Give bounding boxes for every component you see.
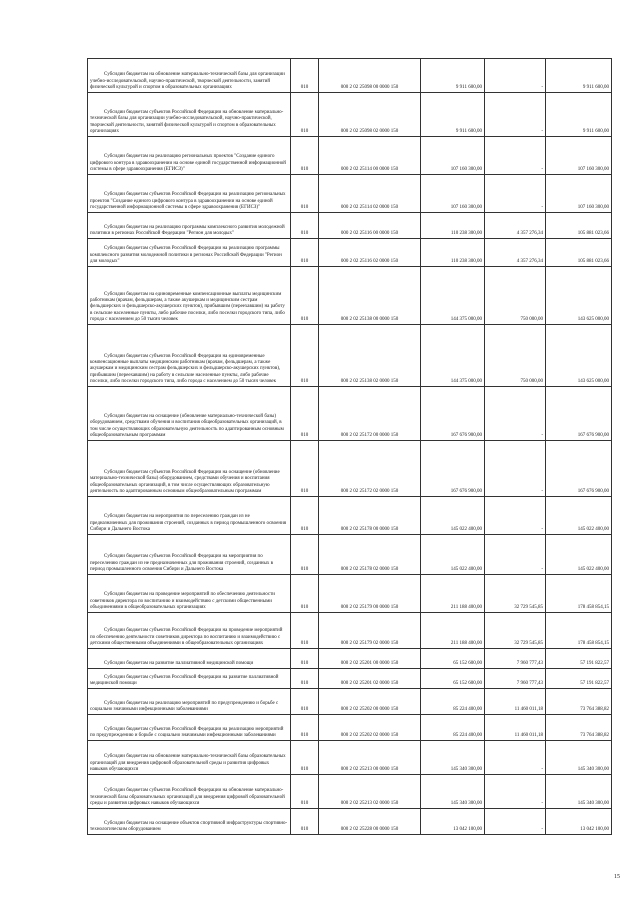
executed-amount-cell bbox=[485, 175, 546, 213]
approved-amount-text: 110 238 300,00 bbox=[450, 258, 482, 264]
indicator-name-cell bbox=[88, 689, 291, 715]
table-row bbox=[88, 175, 612, 213]
line-code-cell bbox=[291, 669, 319, 689]
budget-classification-code-cell bbox=[319, 93, 421, 137]
table-row bbox=[88, 649, 612, 669]
line-code-text: 010 bbox=[300, 732, 309, 738]
executed-amount-text: 7 960 777,43 bbox=[516, 660, 543, 666]
unexecuted-amount-text: 178 458 854,15 bbox=[577, 640, 609, 646]
approved-amount-cell bbox=[421, 715, 485, 741]
table-row bbox=[88, 535, 612, 575]
indicator-name-text: Субсидии бюджетам субъектов Российской Федерации на обновление материально-технической базы образовательных организаций для внедрения цифровой образовательной среды и развития цифровых навыков обучающихся bbox=[90, 788, 285, 806]
indicator-name-cell bbox=[88, 325, 291, 387]
executed-amount-cell bbox=[485, 93, 546, 137]
unexecuted-amount-cell bbox=[546, 239, 612, 267]
indicator-name-cell bbox=[88, 239, 291, 267]
executed-amount-text: - bbox=[541, 826, 543, 832]
budget-classification-code-cell bbox=[319, 175, 421, 213]
budget-classification-code-cell bbox=[319, 137, 421, 175]
unexecuted-amount-cell bbox=[546, 613, 612, 649]
approved-amount-text: 85 224 400,00 bbox=[453, 706, 482, 712]
approved-amount-cell bbox=[421, 669, 485, 689]
budget-classification-code-text: 000 2 02 25114 02 0000 150 bbox=[340, 204, 399, 210]
executed-amount-text: 750 000,00 bbox=[520, 316, 543, 322]
line-code-cell bbox=[291, 497, 319, 535]
unexecuted-amount-text: 145 022 400,00 bbox=[577, 566, 609, 572]
table-row bbox=[88, 137, 612, 175]
approved-amount-text: 107 160 300,00 bbox=[450, 204, 482, 210]
budget-classification-code-text: 000 2 02 25116 02 0000 150 bbox=[340, 258, 399, 264]
executed-amount-cell bbox=[485, 613, 546, 649]
budget-classification-code-cell bbox=[319, 809, 421, 835]
budget-classification-code-text: 000 2 02 25228 00 0000 150 bbox=[340, 826, 399, 832]
budget-classification-code-text: 000 2 02 25202 00 0000 150 bbox=[340, 706, 399, 712]
line-code-cell bbox=[291, 59, 319, 93]
budget-classification-code-text: 000 2 02 25213 00 0000 150 bbox=[340, 766, 399, 772]
line-code-cell bbox=[291, 613, 319, 649]
budget-classification-code-cell bbox=[319, 741, 421, 775]
approved-amount-text: 145 340 300,00 bbox=[450, 766, 482, 772]
executed-amount-text: 32 729 545,85 bbox=[514, 604, 543, 610]
executed-amount-text: - bbox=[541, 84, 543, 90]
table-row bbox=[88, 613, 612, 649]
budget-classification-code-text: 000 2 02 25138 00 0000 150 bbox=[340, 316, 399, 322]
line-code-text: 010 bbox=[300, 230, 309, 236]
approved-amount-cell bbox=[421, 741, 485, 775]
executed-amount-text: - bbox=[541, 488, 543, 494]
approved-amount-text: 110 238 300,00 bbox=[450, 230, 482, 236]
indicator-name-cell bbox=[88, 441, 291, 497]
approved-amount-text: 144 375 000,00 bbox=[450, 316, 482, 322]
budget-classification-code-text: 000 2 02 25138 02 0000 150 bbox=[340, 378, 399, 384]
unexecuted-amount-text: 167 676 900,00 bbox=[577, 432, 609, 438]
budget-classification-code-cell bbox=[319, 715, 421, 741]
executed-amount-cell bbox=[485, 809, 546, 835]
executed-amount-text: - bbox=[541, 166, 543, 172]
approved-amount-text: 85 224 400,00 bbox=[453, 732, 482, 738]
approved-amount-text: 65 152 600,00 bbox=[453, 680, 482, 686]
approved-amount-cell bbox=[421, 267, 485, 325]
line-code-text: 010 bbox=[300, 766, 309, 772]
line-code-text: 010 bbox=[300, 128, 309, 134]
line-code-text: 010 bbox=[300, 706, 309, 712]
unexecuted-amount-cell bbox=[546, 387, 612, 441]
line-code-text: 010 bbox=[300, 84, 309, 90]
indicator-name-cell bbox=[88, 387, 291, 441]
executed-amount-cell bbox=[485, 325, 546, 387]
executed-amount-text: 11 460 011,18 bbox=[514, 732, 543, 738]
unexecuted-amount-text: 178 458 854,15 bbox=[577, 604, 609, 610]
budget-classification-code-cell bbox=[319, 497, 421, 535]
line-code-text: 010 bbox=[300, 566, 309, 572]
executed-amount-cell bbox=[485, 649, 546, 669]
executed-amount-text: - bbox=[541, 766, 543, 772]
approved-amount-cell bbox=[421, 613, 485, 649]
executed-amount-cell bbox=[485, 535, 546, 575]
line-code-cell bbox=[291, 213, 319, 239]
budget-classification-code-cell bbox=[319, 213, 421, 239]
indicator-name-text: Субсидии бюджетам на проведение мероприятий по обеспечению деятельности советников директора по воспитанию и взаимодействию с детскими общественными объединениями в общеобразовательных организациях bbox=[90, 592, 275, 610]
approved-amount-text: 65 152 600,00 bbox=[453, 660, 482, 666]
line-code-cell bbox=[291, 775, 319, 809]
approved-amount-text: 107 160 300,00 bbox=[450, 166, 482, 172]
executed-amount-cell bbox=[485, 441, 546, 497]
budget-classification-code-text: 000 2 02 25098 02 0000 150 bbox=[340, 128, 399, 134]
line-code-cell bbox=[291, 689, 319, 715]
line-code-text: 010 bbox=[300, 604, 309, 610]
unexecuted-amount-cell bbox=[546, 441, 612, 497]
approved-amount-cell bbox=[421, 137, 485, 175]
indicator-name-cell bbox=[88, 213, 291, 239]
unexecuted-amount-text: 145 340 300,00 bbox=[577, 766, 609, 772]
table-row bbox=[88, 213, 612, 239]
line-code-cell bbox=[291, 175, 319, 213]
executed-amount-cell bbox=[485, 715, 546, 741]
budget-classification-code-text: 000 2 02 25116 00 0000 150 bbox=[340, 230, 399, 236]
unexecuted-amount-text: 73 764 388,82 bbox=[580, 732, 609, 738]
executed-amount-cell bbox=[485, 137, 546, 175]
line-code-cell bbox=[291, 267, 319, 325]
budget-execution-table bbox=[87, 58, 612, 835]
unexecuted-amount-text: 9 911 600,00 bbox=[582, 84, 609, 90]
approved-amount-text: 211 188 400,00 bbox=[450, 604, 482, 610]
line-code-cell bbox=[291, 715, 319, 741]
unexecuted-amount-cell bbox=[546, 575, 612, 613]
executed-amount-text: - bbox=[541, 204, 543, 210]
unexecuted-amount-text: 105 881 023,66 bbox=[577, 258, 609, 264]
indicator-name-text: Субсидии бюджетам на оснащение (обновление материально-технической базы) оборудованием, средствами обучения и воспитания общеобразовательных организаций, в том числе осуществляющих образовательную деятельность по адаптированным основным общеобразовательным программам bbox=[90, 414, 284, 438]
executed-amount-cell bbox=[485, 741, 546, 775]
executed-amount-text: - bbox=[541, 432, 543, 438]
budget-classification-code-cell bbox=[319, 669, 421, 689]
indicator-name-text: Субсидии бюджетам субъектов Российской Федерации на реализацию мероприятий по предупреждению и борьбе с социально значимыми инфекционными заболеваниями bbox=[90, 726, 284, 738]
executed-amount-cell bbox=[485, 213, 546, 239]
approved-amount-cell bbox=[421, 497, 485, 535]
executed-amount-text: - bbox=[541, 128, 543, 134]
unexecuted-amount-text: 143 625 000,00 bbox=[577, 316, 609, 322]
line-code-text: 010 bbox=[300, 204, 309, 210]
indicator-name-cell bbox=[88, 175, 291, 213]
executed-amount-text: 750 000,00 bbox=[520, 378, 543, 384]
unexecuted-amount-cell bbox=[546, 649, 612, 669]
unexecuted-amount-cell bbox=[546, 325, 612, 387]
indicator-name-text: Субсидии бюджетам субъектов Российской Федерации на реализацию региональных проектов "Создание единого цифрового контура в здравоохранении на основе единой государственной информационной системы в сфере здравоохранения (ЕГИСЗ)" bbox=[90, 192, 286, 210]
approved-amount-cell bbox=[421, 689, 485, 715]
table-row bbox=[88, 267, 612, 325]
unexecuted-amount-cell bbox=[546, 669, 612, 689]
indicator-name-cell bbox=[88, 613, 291, 649]
indicator-name-cell bbox=[88, 267, 291, 325]
executed-amount-cell bbox=[485, 59, 546, 93]
approved-amount-text: 145 022 400,00 bbox=[450, 526, 482, 532]
table-body bbox=[88, 59, 612, 835]
indicator-name-text: Субсидии бюджетам на реализацию мероприятий по предупреждению и борьбе с социально значимыми инфекционными заболеваниями bbox=[90, 700, 279, 712]
executed-amount-text: - bbox=[541, 566, 543, 572]
indicator-name-cell bbox=[88, 809, 291, 835]
indicator-name-text: Субсидии бюджетам на реализацию программы комплексного развития молодежной политики в регионах Российской Федерации "Регион для молодых" bbox=[90, 224, 285, 236]
table-row bbox=[88, 715, 612, 741]
budget-classification-code-text: 000 2 02 25201 02 0000 150 bbox=[340, 680, 399, 686]
indicator-name-text: Субсидии бюджетам на реализацию региональных проектов "Создание единого цифрового контура в здравоохранении на основе единой государственной информационной системы в сфере здравоохранения (ЕГИСЗ)" bbox=[90, 154, 286, 172]
executed-amount-text: 4 357 276,34 bbox=[516, 230, 543, 236]
unexecuted-amount-cell bbox=[546, 535, 612, 575]
unexecuted-amount-cell bbox=[546, 809, 612, 835]
line-code-cell bbox=[291, 325, 319, 387]
budget-classification-code-cell bbox=[319, 613, 421, 649]
approved-amount-cell bbox=[421, 387, 485, 441]
executed-amount-cell bbox=[485, 267, 546, 325]
executed-amount-text: - bbox=[541, 800, 543, 806]
indicator-name-text: Субсидии бюджетам субъектов Российской Федерации на оснащение (обновление материально-технической базы) оборудованием, средствами обучения и воспитания общеобразовательных организаций, в том числе осуществляющих образовательную деятельность по адаптированным основным общеобразовательным программам bbox=[90, 470, 280, 494]
executed-amount-cell bbox=[485, 239, 546, 267]
table-row bbox=[88, 325, 612, 387]
indicator-name-text: Субсидии бюджетам на развитие паллиативной медицинской помощи bbox=[104, 660, 254, 666]
unexecuted-amount-text: 9 911 600,00 bbox=[582, 128, 609, 134]
indicator-name-cell bbox=[88, 669, 291, 689]
indicator-name-text: Субсидии бюджетам субъектов Российской Федерации на мероприятия по переселению граждан из не предназначенных для проживания строений, созданных в период промышленного освоения Сибири и Дальнего Востока bbox=[90, 554, 274, 572]
unexecuted-amount-cell bbox=[546, 59, 612, 93]
approved-amount-cell bbox=[421, 59, 485, 93]
budget-classification-code-cell bbox=[319, 59, 421, 93]
unexecuted-amount-cell bbox=[546, 267, 612, 325]
unexecuted-amount-text: 145 022 400,00 bbox=[577, 526, 609, 532]
line-code-cell bbox=[291, 809, 319, 835]
approved-amount-text: 9 911 600,00 bbox=[455, 84, 482, 90]
unexecuted-amount-text: 167 676 900,00 bbox=[577, 488, 609, 494]
budget-classification-code-text: 000 2 02 25178 00 0000 150 bbox=[340, 526, 399, 532]
budget-classification-code-cell bbox=[319, 325, 421, 387]
approved-amount-cell bbox=[421, 441, 485, 497]
approved-amount-cell bbox=[421, 649, 485, 669]
indicator-name-text: Субсидии бюджетам субъектов Российской Федерации на единовременные компенсационные выплаты медицинским работникам (врачам, фельдшерам, а также акушеркам и медицинским сестрам фельдшерских и фельдшерско-акушерских пунктов), прибывшим (переехавшим) на работу в сельские населенные пункты, либо рабочие поселки, либо поселки городского типа, либо города с населением до 50 тысяч человек bbox=[90, 353, 281, 384]
budget-classification-code-cell bbox=[319, 441, 421, 497]
executed-amount-text: - bbox=[541, 526, 543, 532]
budget-classification-code-cell bbox=[319, 775, 421, 809]
unexecuted-amount-text: 105 881 023,66 bbox=[577, 230, 609, 236]
unexecuted-amount-text: 57 191 822,57 bbox=[580, 660, 609, 666]
approved-amount-text: 13 042 100,00 bbox=[453, 826, 482, 832]
indicator-name-text: Субсидии бюджетам на мероприятия по переселению граждан из не предназначенных для проживания строений, созданных в период промышленного освоения Сибири и Дальнего Востока bbox=[90, 514, 287, 532]
indicator-name-cell bbox=[88, 649, 291, 669]
line-code-cell bbox=[291, 387, 319, 441]
indicator-name-cell bbox=[88, 497, 291, 535]
unexecuted-amount-cell bbox=[546, 497, 612, 535]
line-code-cell bbox=[291, 93, 319, 137]
approved-amount-text: 145 340 300,00 bbox=[450, 800, 482, 806]
line-code-cell bbox=[291, 741, 319, 775]
line-code-cell bbox=[291, 239, 319, 267]
table-row bbox=[88, 809, 612, 835]
executed-amount-text: 4 357 276,34 bbox=[516, 258, 543, 264]
indicator-name-text: Субсидии бюджетам на обновление материально-технической базы образовательных организаций для внедрения цифровой образовательной среды и развития цифровых навыков обучающихся bbox=[90, 754, 286, 772]
indicator-name-cell bbox=[88, 93, 291, 137]
indicator-name-text: Субсидии бюджетам субъектов Российской Федерации на обновление материально-технической базы для организации учебно-исследовательской, научно-практической, творческой деятельности, занятий физической культурой и спортом в образовательных организациях bbox=[90, 110, 284, 134]
budget-classification-code-text: 000 2 02 25179 02 0000 150 bbox=[340, 640, 399, 646]
budget-classification-code-text: 000 2 02 25178 02 0000 150 bbox=[340, 566, 399, 572]
indicator-name-text: Субсидии бюджетам на оснащение объектов спортивной инфраструктуры спортивно-технологическим оборудованием bbox=[90, 820, 288, 832]
line-code-text: 010 bbox=[300, 660, 309, 666]
approved-amount-cell bbox=[421, 535, 485, 575]
approved-amount-text: 144 375 000,00 bbox=[450, 378, 482, 384]
table-row bbox=[88, 689, 612, 715]
approved-amount-text: 167 676 900,00 bbox=[450, 488, 482, 494]
budget-classification-code-text: 000 2 02 25213 02 0000 150 bbox=[340, 800, 399, 806]
executed-amount-text: 7 960 777,43 bbox=[516, 680, 543, 686]
approved-amount-cell bbox=[421, 175, 485, 213]
line-code-text: 010 bbox=[300, 258, 309, 264]
unexecuted-amount-text: 145 340 300,00 bbox=[577, 800, 609, 806]
indicator-name-text: Субсидии бюджетам на единовременные компенсационные выплаты медицинским работникам (врачам, фельдшерам, а также акушеркам и медицинским сестрам фельдшерских и фельдшерско-акушерских пунктов), прибывшим (переехавшим) на работу в сельские населенные пункты, либо рабочие поселки, либо поселки городского типа, либо города с населением до 50 тысяч человек bbox=[90, 291, 285, 322]
budget-classification-code-cell bbox=[319, 575, 421, 613]
approved-amount-cell bbox=[421, 213, 485, 239]
table-row bbox=[88, 497, 612, 535]
executed-amount-cell bbox=[485, 497, 546, 535]
line-code-cell bbox=[291, 649, 319, 669]
line-code-cell bbox=[291, 137, 319, 175]
table-row bbox=[88, 741, 612, 775]
line-code-text: 010 bbox=[300, 640, 309, 646]
unexecuted-amount-text: 57 191 822,57 bbox=[580, 680, 609, 686]
budget-classification-code-text: 000 2 02 25179 00 0000 150 bbox=[340, 604, 399, 610]
line-code-cell bbox=[291, 535, 319, 575]
line-code-text: 010 bbox=[300, 166, 309, 172]
indicator-name-text: Субсидии бюджетам субъектов Российской Федерации на проведение мероприятий по обеспечению деятельности советников директора по воспитанию и взаимодействию с детскими общественными объединениями в общеобразовательных организациях bbox=[90, 628, 283, 646]
indicator-name-text: Субсидии бюджетам субъектов Российской Федерации на развитие паллиативной медицинской помощи bbox=[90, 674, 279, 686]
line-code-text: 010 bbox=[300, 826, 309, 832]
table-row bbox=[88, 239, 612, 267]
approved-amount-text: 211 188 400,00 bbox=[450, 640, 482, 646]
table-row bbox=[88, 441, 612, 497]
budget-classification-code-text: 000 2 02 25201 00 0000 150 bbox=[340, 660, 399, 666]
unexecuted-amount-cell bbox=[546, 137, 612, 175]
indicator-name-text: Субсидии бюджетам на обновление материально-технической базы для организации учебно-исследовательской, научно-практической, творческой деятельности, занятий физической культурой и спортом в образовательных организациях bbox=[90, 72, 285, 90]
unexecuted-amount-text: 107 160 300,00 bbox=[577, 166, 609, 172]
line-code-text: 010 bbox=[300, 800, 309, 806]
unexecuted-amount-cell bbox=[546, 689, 612, 715]
indicator-name-text: Субсидии бюджетам субъектов Российской Федерации на реализацию программы комплексного развития молодежной политики в регионах Российской Федерации "Регион для молодых" bbox=[90, 246, 282, 264]
unexecuted-amount-text: 13 042 100,00 bbox=[580, 826, 609, 832]
approved-amount-cell bbox=[421, 93, 485, 137]
budget-classification-code-cell bbox=[319, 689, 421, 715]
approved-amount-cell bbox=[421, 325, 485, 387]
indicator-name-cell bbox=[88, 535, 291, 575]
budget-classification-code-cell bbox=[319, 649, 421, 669]
executed-amount-text: 11 460 011,18 bbox=[514, 706, 543, 712]
unexecuted-amount-cell bbox=[546, 775, 612, 809]
executed-amount-text: 32 729 545,85 bbox=[514, 640, 543, 646]
line-code-text: 010 bbox=[300, 526, 309, 532]
line-code-cell bbox=[291, 441, 319, 497]
budget-classification-code-text: 000 2 02 25114 00 0000 150 bbox=[340, 166, 399, 172]
approved-amount-text: 9 911 600,00 bbox=[455, 128, 482, 134]
indicator-name-cell bbox=[88, 59, 291, 93]
budget-classification-code-text: 000 2 02 25098 00 0000 150 bbox=[340, 84, 399, 90]
page-number: 15 bbox=[614, 874, 620, 880]
unexecuted-amount-cell bbox=[546, 715, 612, 741]
executed-amount-cell bbox=[485, 669, 546, 689]
table-row bbox=[88, 59, 612, 93]
unexecuted-amount-cell bbox=[546, 213, 612, 239]
budget-classification-code-cell bbox=[319, 387, 421, 441]
budget-classification-code-text: 000 2 02 25172 02 0000 150 bbox=[340, 488, 399, 494]
unexecuted-amount-text: 107 160 300,00 bbox=[577, 204, 609, 210]
line-code-text: 010 bbox=[300, 316, 309, 322]
budget-classification-code-cell bbox=[319, 267, 421, 325]
line-code-text: 010 bbox=[300, 488, 309, 494]
budget-classification-code-cell bbox=[319, 239, 421, 267]
indicator-name-cell bbox=[88, 741, 291, 775]
indicator-name-cell bbox=[88, 575, 291, 613]
budget-classification-code-text: 000 2 02 25172 00 0000 150 bbox=[340, 432, 399, 438]
table-row bbox=[88, 93, 612, 137]
table-row bbox=[88, 387, 612, 441]
line-code-text: 010 bbox=[300, 378, 309, 384]
executed-amount-cell bbox=[485, 575, 546, 613]
executed-amount-cell bbox=[485, 387, 546, 441]
indicator-name-cell bbox=[88, 715, 291, 741]
indicator-name-cell bbox=[88, 775, 291, 809]
approved-amount-text: 145 022 400,00 bbox=[450, 566, 482, 572]
line-code-text: 010 bbox=[300, 432, 309, 438]
unexecuted-amount-text: 143 625 000,00 bbox=[577, 378, 609, 384]
unexecuted-amount-text: 73 764 388,82 bbox=[580, 706, 609, 712]
line-code-cell bbox=[291, 575, 319, 613]
line-code-text: 010 bbox=[300, 680, 309, 686]
approved-amount-text: 167 676 900,00 bbox=[450, 432, 482, 438]
approved-amount-cell bbox=[421, 809, 485, 835]
executed-amount-cell bbox=[485, 689, 546, 715]
table-row bbox=[88, 575, 612, 613]
table-row bbox=[88, 775, 612, 809]
unexecuted-amount-cell bbox=[546, 93, 612, 137]
unexecuted-amount-cell bbox=[546, 741, 612, 775]
approved-amount-cell bbox=[421, 775, 485, 809]
budget-classification-code-cell bbox=[319, 535, 421, 575]
unexecuted-amount-cell bbox=[546, 175, 612, 213]
executed-amount-cell bbox=[485, 775, 546, 809]
approved-amount-cell bbox=[421, 239, 485, 267]
budget-classification-code-text: 000 2 02 25202 02 0000 150 bbox=[340, 732, 399, 738]
table-row bbox=[88, 669, 612, 689]
indicator-name-cell bbox=[88, 137, 291, 175]
approved-amount-cell bbox=[421, 575, 485, 613]
